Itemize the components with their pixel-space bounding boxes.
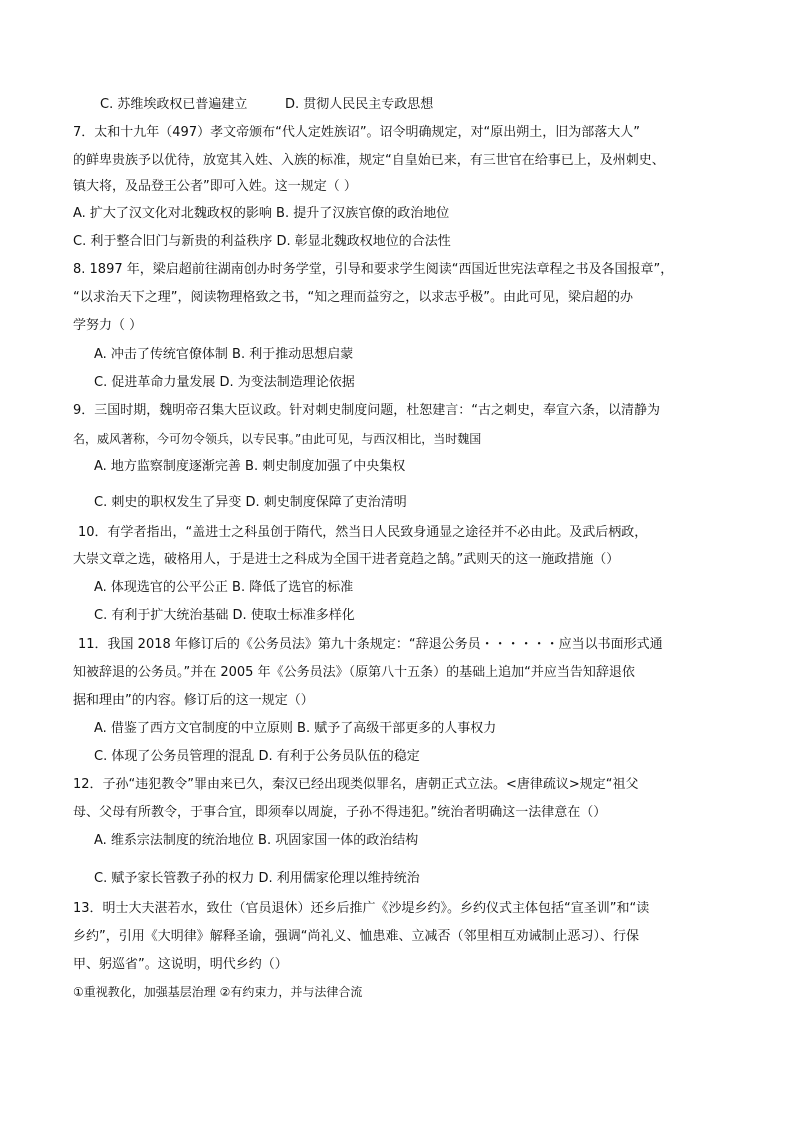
q8-options-ab: A. 冲击了传统官僚体制 B. 利于推动思想启蒙 — [94, 347, 354, 362]
q9-options-ab: A. 地方监察制度逐渐完善 B. 刺史制度加强了中央集权 — [94, 459, 406, 474]
q11-options-cd: C. 体现了公务员管理的混乱 D. 有利于公务员队伍的稳定 — [94, 749, 420, 764]
q7-stem-line1: 7．太和十九年（497）孝文帝颁布“代人定姓族诏”。诏令明确规定，对“原出朔土，旧为部落大人” — [73, 125, 641, 140]
q10-options-ab: A. 体现选官的公平公正 B. 降低了选官的标准 — [94, 580, 354, 595]
q8-options-cd: C. 促进革命力量发展 D. 为变法制造理论依据 — [94, 375, 355, 390]
q10-stem-line2: 大崇文章之选，破格用人，于是进士之科成为全国干进者竟趋之鹄。”武则天的这一施政措施（） — [73, 552, 620, 567]
q6-option-d: D. 贯彻人民民主专政思想 — [285, 97, 434, 112]
q11-options-ab: A. 借鉴了西方文官制度的中立原则 B. 赋予了高级干部更多的人事权力 — [94, 721, 497, 736]
q13-stem-line3: 甲、躬巡省”。这说明，明代乡约（） — [73, 957, 288, 972]
q8-stem-line1: 8. 1897 年，梁启超前往湖南创办时务学堂，引导和要求学生阅读“西国近世宪法章程之书及各国报章”， — [73, 262, 674, 277]
q13-stem-line1: 13．明士大夫湛若水，致仕（官员退休）还乡后推广《沙堤乡约》。乡约仪式主体包括“宣圣训”和“读 — [73, 901, 650, 916]
q7-stem-line2: 的鲜卑贵族予以优待，放宽其入姓、入族的标准，规定“自皇始已来，有三世官在给事已上，及州刺史、 — [73, 153, 665, 168]
q13-stem-line2: 乡约”，引用《大明律》解释圣谕，强调“尚礼义、恤患难、立减否（邻里相互劝诫制止恶习）、行保 — [73, 929, 639, 944]
q13-statements: ①重视教化，加强基层治理 ②有约束力，并与法律合流 — [73, 985, 363, 999]
q9-stem-line1: 9．三国时期，魏明帝召集大臣议政。针对刺史制度问题，杜恕建言：“古之刺史，奉宣六条，以清静为 — [73, 403, 661, 418]
q8-stem-line3: 学努力（ ） — [73, 318, 143, 333]
q11-stem-line3: 据和理由”的内容。修订后的这一规定（） — [73, 693, 314, 708]
q9-stem-line2: 名，威风著称，今可勿令领兵，以专民事。”由此可见，与西汉相比，当时魏国 — [73, 432, 482, 446]
q9-options-cd: C. 刺史的职权发生了异变 D. 刺史制度保障了吏治清明 — [94, 495, 407, 510]
q12-stem-line1: 12．子孙“违犯教令”罪由来已久，秦汉已经出现类似罪名，唐朝正式立法。<唐律疏议>规定“祖父 — [73, 777, 639, 792]
q12-options-ab: A. 维系宗法制度的统治地位 B. 巩固家国一体的政治结构 — [94, 833, 419, 848]
q12-options-cd: C. 赋予家长管教子孙的权力 D. 利用儒家伦理以维持统治 — [94, 871, 420, 886]
q8-stem-line2: “以求治天下之理”，阅读物理格致之书，“知之理而益穷之，以求志乎极”。由此可见，梁启超的办 — [73, 290, 633, 305]
q6-options-cd: C. 苏维埃政权已普遍建立 — [100, 97, 248, 112]
q7-options-cd: C. 利于整合旧门与新贵的利益秩序 D. 彰显北魏政权地位的合法性 — [73, 234, 451, 249]
q11-stem-line2: 知被辞退的公务员。”并在 2005 年《公务员法》（原第八十五条）的基础上追加“并应当告知辞退依 — [73, 665, 635, 680]
q10-stem-line1: 10．有学者指出，“盖进士之科虽创于隋代，然当日人民致身通显之途径并不必由此。及武后柄政， — [78, 525, 648, 540]
q11-stem-line1: 11．我国 2018 年修订后的《公务员法》第九十条规定：“辞退公务员・・・・・・应当以书面形式通 — [78, 637, 663, 652]
q7-stem-line3: 镇大将，及品登王公者”即可入姓。这一规定（ ） — [73, 179, 357, 194]
q12-stem-line2: 母、父母有所教令，于事合宜，即须奉以周旋，子孙不得违犯。”统治者明确这一法律意在（） — [73, 805, 607, 820]
q10-options-cd: C. 有利于扩大统治基础 D. 使取士标准多样化 — [94, 608, 355, 623]
q7-options-ab: A. 扩大了汉文化对北魏政权的影响 B. 提升了汉族官僚的政治地位 — [73, 206, 450, 221]
